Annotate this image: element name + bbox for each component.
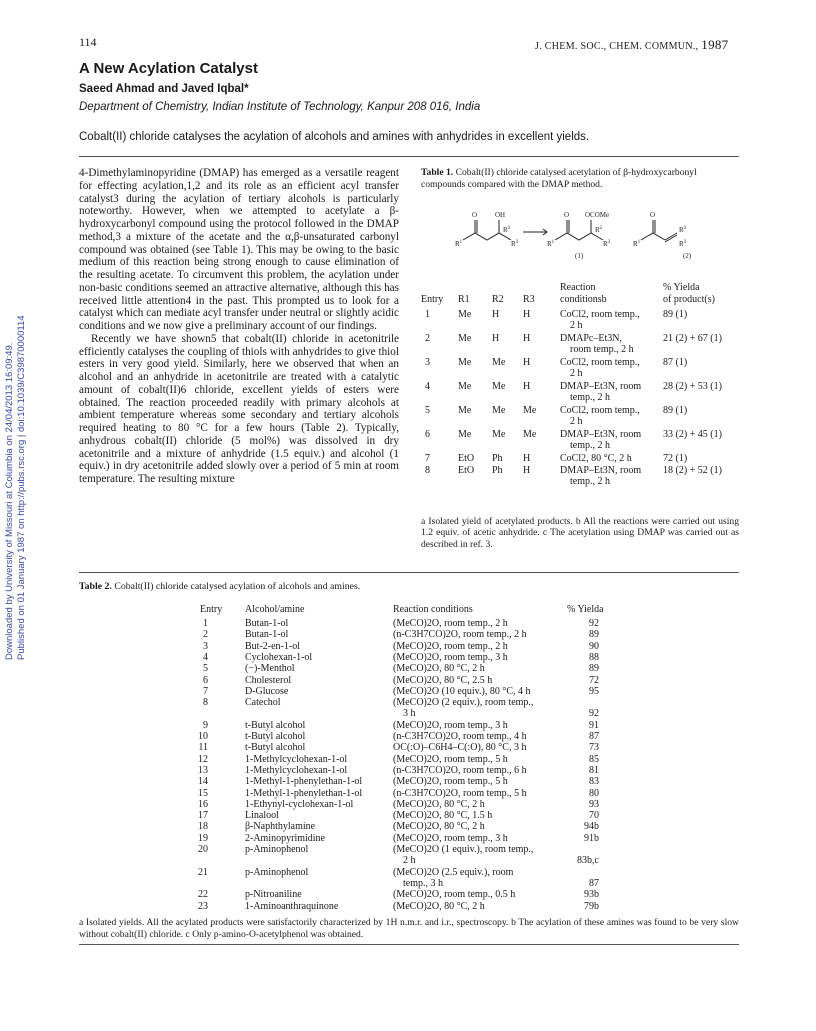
- table1-cell-r1: EtO: [458, 453, 475, 464]
- table2-cell-alcohol: t-Butyl alcohol: [245, 719, 306, 731]
- table2-cell-yield: 91: [589, 719, 599, 731]
- table2-cell-conditions: OC(:O)–C6H4–C(:O), 80 °C, 3 h: [393, 742, 527, 754]
- journal-header: [535, 37, 728, 53]
- table1-cell-entry: 1: [425, 309, 430, 320]
- table1-header-cond1: Reaction: [560, 282, 596, 293]
- table1-cell-entry: 8: [425, 465, 430, 476]
- table1-cell-entry: 5: [425, 405, 430, 416]
- table1-cell-conditions-cont: temp., 2 h: [570, 440, 610, 451]
- body-paragraph-2: Recently we have shown5 that cobalt(II) chloride in acetonitrile efficiently catalyses the coupling of thiols with anhydrides to give thiol esters in very good yield. Similarly, here we observed that when an alcohol and an anhydride in acetonitrile are treated with a catalytic amount of cobalt(II)6 chloride, excellent yields of esters were obtained. The reaction proceeded readily with primary alcohols at ambient temperature whereas some secondary and tertiary alcohols required heating to 80 °C for a few hours (Table 2). Typically, anhydrous cobalt(II) chloride (5 mol%) was dissolved in dry acetonitrile and a mixture of anhydride (1.5 equiv.) and alcohol (1 equiv.) in dry acetonitrile added slowly over a period of 5 min at room temperature. The resulting mixture: [79, 332, 399, 485]
- table2-header-conditions: Reaction conditions: [393, 604, 473, 615]
- table1-cell-conditions-cont: temp., 2 h: [570, 392, 610, 403]
- table2-cell-yield: 79b: [584, 900, 599, 912]
- table2-cell-entry: 10: [198, 731, 208, 742]
- scheme-o-label: O: [472, 211, 478, 219]
- table1-label: Table 1.: [421, 167, 454, 178]
- table1-cell-yield: 28 (2) + 53 (1): [663, 381, 722, 392]
- body-text: [79, 167, 399, 486]
- table2-caption-text: Cobalt(II) chloride catalysed acylation of alcohols and amines.: [114, 581, 361, 592]
- table2-cell-conditions: (n-C3H7CO)2O, room temp., 5 h: [393, 787, 527, 799]
- table2-cell-conditions: (MeCO)2O (2 equiv.), room temp.,: [393, 697, 534, 709]
- table1-cell-conditions: DMAP–Et3N, room: [560, 381, 642, 392]
- abstract-divider: [79, 156, 739, 157]
- table2-cell-alcohol: 1-Methyl-1-phenylethan-1-ol: [245, 787, 363, 799]
- table2-cell-entry: 12: [198, 753, 208, 765]
- scheme-chain-product1: [555, 233, 603, 240]
- table1-cell-r1: Me: [458, 333, 472, 344]
- table2-cell-conditions: (n-C3H7CO)2O, room temp., 4 h: [393, 731, 527, 742]
- table1-header-cond2: conditionsb: [560, 294, 607, 305]
- table2-cell-entry: 23: [198, 900, 208, 912]
- table2-cell-entry: 15: [198, 787, 208, 799]
- table1-cell-conditions-cont: temp., 2 h: [570, 476, 610, 487]
- table2-cell-conditions: (MeCO)2O, 80 °C, 2.5 h: [393, 674, 493, 686]
- scheme-r1-product2: $R^1$: [633, 240, 641, 248]
- table2-cell-yield: 72: [589, 674, 599, 686]
- table2-cell-entry: 8: [203, 697, 208, 709]
- table2-cell-conditions-cont: 2 h: [403, 855, 416, 867]
- table2-cell-entry: 18: [198, 821, 208, 833]
- table1-cell-conditions: CoCl2, room temp.,: [560, 357, 640, 368]
- table2-cell-alcohol: 1-Aminoanthraquinone: [245, 900, 339, 912]
- table2-cell-alcohol: p-Nitroaniline: [245, 889, 302, 901]
- table2-cell-alcohol: 1-Methyl-1-phenylethan-1-ol: [245, 776, 363, 788]
- side-watermark: [0, 0, 30, 660]
- table2-cell-alcohol: p-Aminophenol: [245, 866, 309, 878]
- table2-cell-conditions: (MeCO)2O (1 equiv.), room temp.,: [393, 844, 534, 855]
- table2-cell-conditions: (MeCO)2O, room temp., 3 h: [393, 832, 508, 844]
- table2-cell-entry: 2: [203, 629, 208, 641]
- table2-divider-bottom: [79, 944, 739, 945]
- table2-cell-conditions: (MeCO)2O, room temp., 5 h: [393, 753, 508, 765]
- table2-cell-yield: 83b,c: [577, 855, 599, 867]
- table2-cell-yield: 89: [589, 629, 599, 641]
- table2-cell-alcohol: t-Butyl alcohol: [245, 742, 306, 754]
- table2-cell-conditions-cont: 3 h: [403, 708, 416, 720]
- table1-cell-conditions: DMAP–Et3N, room: [560, 429, 642, 440]
- table2-cell-conditions: (n-C3H7CO)2O, room temp., 6 h: [393, 764, 527, 776]
- table2-divider-top: [79, 572, 739, 573]
- table2-cell-entry: 21: [198, 866, 208, 878]
- table2-cell-yield: 81: [589, 764, 599, 776]
- table1-cell-r2: Ph: [492, 465, 503, 476]
- table1-cell-r1: EtO: [458, 465, 475, 476]
- table2-cell-alcohol: But-2-en-1-ol: [245, 640, 300, 652]
- table2-cell-yield: 93: [589, 798, 599, 810]
- table2-cell-conditions: (MeCO)2O, room temp., 3 h: [393, 719, 508, 731]
- journal-name: J. CHEM. SOC., CHEM. COMMUN.,: [535, 41, 699, 52]
- table2-cell-alcohol: Butan-1-ol: [245, 629, 289, 641]
- table2-cell-yield: 90: [589, 640, 599, 652]
- table2-cell-conditions: (MeCO)2O, room temp., 2 h: [393, 618, 508, 629]
- table1-caption: [421, 167, 739, 190]
- table1-cell-r3: H: [523, 333, 531, 344]
- table1-cell-yield: 89 (1): [663, 309, 688, 320]
- table2-cell-entry: 13: [198, 764, 208, 776]
- scheme-r2-product2: $R^2$: [679, 226, 687, 234]
- table2-cell-entry: 7: [203, 685, 208, 697]
- table2-cell-entry: 11: [198, 742, 208, 754]
- table1-cell-r1: Me: [458, 381, 472, 392]
- table1-cell-r2: H: [492, 333, 500, 344]
- table2-cell-alcohol: Linalool: [245, 810, 279, 822]
- table2-label: Table 2.: [79, 581, 112, 592]
- table1-cell-r2: Ph: [492, 453, 503, 464]
- table2-cell-yield: 93b: [584, 889, 599, 901]
- article-authors: Saeed Ahmad and Javed Iqbal*: [79, 83, 249, 95]
- table1-cell-r2: Me: [492, 357, 506, 368]
- table2-header-yield: % Yielda: [567, 604, 604, 615]
- table1-cell-r1: Me: [458, 405, 472, 416]
- table2-cell-entry: 9: [203, 719, 208, 731]
- table1-cell-r3: Me: [523, 429, 537, 440]
- table1-header-r2: R2: [492, 294, 504, 305]
- table1-cell-entry: 6: [425, 429, 430, 440]
- table1-cell-r2: Me: [492, 405, 506, 416]
- table1-cell-r1: Me: [458, 357, 472, 368]
- table2-cell-entry: 19: [198, 832, 208, 844]
- table1-cell-yield: 87 (1): [663, 357, 688, 368]
- table1-cell-conditions: DMAP–Et3N, room: [560, 465, 642, 476]
- scheme-r2-start: $R^2$: [503, 226, 511, 234]
- table1-cell-r1: Me: [458, 429, 472, 440]
- table2-cell-entry: 20: [198, 844, 208, 855]
- table1-header-yield2: of product(s): [663, 294, 715, 305]
- table2-cell-alcohol: (−)-Menthol: [245, 663, 295, 675]
- table1-cell-r3: H: [523, 309, 531, 320]
- table1-cell-conditions: CoCl2, room temp.,: [560, 405, 640, 416]
- scheme-o-product1: O: [564, 211, 570, 219]
- table1-cell-yield: 89 (1): [663, 405, 688, 416]
- table1-cell-conditions: CoCl2, room temp.,: [560, 309, 640, 320]
- article-abstract: Cobalt(II) chloride catalyses the acylation of alcohols and amines with anhydrides in excellent yields.: [79, 131, 590, 143]
- table2-cell-yield: 95: [589, 685, 599, 697]
- table2-cell-entry: 3: [203, 640, 208, 652]
- page-number: 114: [79, 35, 97, 49]
- table2-cell-alcohol: β-Naphthylamine: [245, 821, 316, 833]
- scheme-label-1: (1): [575, 252, 584, 260]
- table2-cell-entry: 17: [198, 810, 208, 822]
- table2-cell-conditions: (MeCO)2O, 80 °C, 2 h: [393, 663, 485, 675]
- table2-cell-conditions: (MeCO)2O, room temp., 3 h: [393, 651, 508, 663]
- table2-cell-yield: 73: [589, 742, 599, 754]
- body-paragraph-1: 4-Dimethylaminopyridine (DMAP) has emerged as a versatile reagent for effecting acylation,1,2 and its role as an efficient acyl transfer catalyst3 during the acylation of tertiary alcohols is particularly noteworthy. However, when we attempted to acetylate a β-hydroxycarbonyl compound using the protocol followed in the DMAP method,3 a mixture of the acetate and the α,β-unsaturated carbonyl compound was obtained (see Table 1). This may be owing to the basic medium of this reaction being strong enough to cause elimination of the resulting acetate. To circumvent this problem, the acylation under non-basic conditions seemed an attractive alternative, although this has received little attention4 in the past. This prompted us to look for a catalyst which can mediate acyl transfer under neutral or slightly acidic conditions and we now give a preliminary account of our findings.: [79, 167, 399, 332]
- scheme-r3-product2: $R^3$: [679, 240, 687, 248]
- table2-cell-conditions: (MeCO)2O (10 equiv.), 80 °C, 4 h: [393, 685, 531, 697]
- table2-cell-alcohol: 1-Methylcyclohexan-1-ol: [245, 764, 348, 776]
- table1-cell-r3: Me: [523, 405, 537, 416]
- table2-cell-yield: 83: [589, 776, 599, 788]
- table1-caption-text: Cobalt(II) chloride catalysed acetylation of β-hydroxycarbonyl compounds compared with the DMAP method.: [421, 167, 697, 190]
- table1-cell-r3: H: [523, 381, 531, 392]
- table2-footnote: a Isolated yields. All the acylated products were satisfactorily characterized by 1H n.m.r. and i.r., spectroscopy. b The acylation of these amines was found to be very slow without cobalt(II) chloride. c Only p-amino-O-acetylphenol was obtained.: [79, 917, 739, 940]
- table2-cell-yield: 87: [589, 731, 599, 742]
- scheme-r1-product1: $R^1$: [547, 240, 555, 248]
- table1-cell-yield: 21 (2) + 67 (1): [663, 333, 722, 344]
- table2-cell-entry: 5: [203, 663, 208, 675]
- table2-cell-alcohol: 1-Methylcyclohexan-1-ol: [245, 753, 348, 765]
- table1-header-r3: R3: [523, 294, 535, 305]
- table2-cell-yield: 85: [589, 753, 599, 765]
- table2-cell-alcohol: 1-Ethynyl-cyclohexan-1-ol: [245, 798, 354, 810]
- table1-cell-r2: Me: [492, 429, 506, 440]
- table2-cell-entry: 4: [203, 651, 208, 663]
- table2-cell-yield: 92: [589, 708, 599, 720]
- table1-cell-r2: Me: [492, 381, 506, 392]
- table2-cell-alcohol: 2-Aminopyrimidine: [245, 832, 325, 844]
- scheme-r1-start: $R^1$: [455, 240, 463, 248]
- table2-cell-yield: 89: [589, 663, 599, 675]
- table2-cell-entry: 16: [198, 798, 208, 810]
- table2-cell-alcohol: Catechol: [245, 697, 281, 709]
- table2-cell-yield: 88: [589, 651, 599, 663]
- table2-cell-alcohol: Cyclohexan-1-ol: [245, 651, 313, 663]
- table1-cell-entry: 4: [425, 381, 430, 392]
- table1-cell-entry: 7: [425, 453, 430, 464]
- table2-cell-entry: 22: [198, 889, 208, 901]
- table2-cell-conditions: (MeCO)2O, 80 °C, 2 h: [393, 798, 485, 810]
- table1-cell-r3: H: [523, 357, 531, 368]
- table1-cell-conditions-cont: 2 h: [570, 416, 583, 427]
- table2-cell-conditions: (MeCO)2O, room temp., 5 h: [393, 776, 508, 788]
- table2-cell-conditions: (MeCO)2O, room temp., 0.5 h: [393, 889, 516, 901]
- scheme-chain-start: [463, 233, 511, 240]
- table1-cell-r1: Me: [458, 309, 472, 320]
- scheme-r2-product1: $R^2$: [595, 226, 603, 234]
- scheme-label-2: (2): [683, 252, 692, 260]
- table1-header-yield1: % Yielda: [663, 282, 700, 293]
- journal-year: 1987: [701, 37, 729, 52]
- publication-notice: Published on 01 January 1987 on http://pubs.rsc.org | doi:10.1039/C39870000114: [16, 315, 27, 660]
- table2-cell-alcohol: p-Aminophenol: [245, 844, 309, 855]
- table1-header-entry: Entry: [421, 294, 444, 305]
- table1-cell-conditions-cont: room temp., 2 h: [570, 344, 634, 355]
- scheme-chain-product2: [641, 233, 665, 240]
- table1-cell-entry: 3: [425, 357, 430, 368]
- scheme-ocome-label: OCOMe: [585, 211, 610, 219]
- table2-cell-yield: 80: [589, 787, 599, 799]
- table2-cell-yield: 92: [589, 618, 599, 629]
- table2-cell-alcohol: Butan-1-ol: [245, 618, 289, 629]
- reaction-scheme: [455, 200, 725, 270]
- table2-cell-yield: 87: [589, 877, 599, 889]
- table2-caption: [79, 581, 360, 592]
- table2-cell-entry: 14: [198, 776, 208, 788]
- table2-cell-yield: 94b: [584, 821, 599, 833]
- table2-cell-conditions-cont: temp., 3 h: [403, 877, 443, 889]
- table2-cell-entry: 6: [203, 674, 208, 686]
- scheme-o-product2: O: [650, 211, 656, 219]
- table1-cell-conditions: DMAPc–Et3N,: [560, 333, 622, 344]
- table2-cell-alcohol: Cholesterol: [245, 674, 292, 686]
- scheme-r3-start: $R^3$: [511, 240, 519, 248]
- table1-cell-entry: 2: [425, 333, 430, 344]
- table2-header-entry: Entry: [200, 604, 223, 615]
- table2-cell-conditions: (MeCO)2O, room temp., 2 h: [393, 640, 508, 652]
- scheme-r3-product1: $R^3$: [603, 240, 611, 248]
- table1-cell-r2: H: [492, 309, 500, 320]
- table2-cell-conditions: (n-C3H7CO)2O, room temp., 2 h: [393, 629, 527, 641]
- table1-cell-r3: H: [523, 453, 531, 464]
- table1-cell-conditions-cont: 2 h: [570, 368, 583, 379]
- table1-header-r1: R1: [458, 294, 470, 305]
- table2-cell-alcohol: t-Butyl alcohol: [245, 731, 306, 742]
- table1-cell-yield: 72 (1): [663, 453, 688, 464]
- table2-cell-entry: 1: [203, 618, 208, 629]
- table2-cell-conditions: (MeCO)2O, 80 °C, 1.5 h: [393, 810, 493, 822]
- table2-cell-conditions: (MeCO)2O, 80 °C, 2 h: [393, 900, 485, 912]
- table2-cell-alcohol: D-Glucose: [245, 685, 289, 697]
- scheme-oh-label: OH: [495, 211, 506, 219]
- table1-cell-conditions-cont: 2 h: [570, 320, 583, 331]
- table1-cell-conditions: CoCl2, 80 °C, 2 h: [560, 453, 632, 464]
- table1-footnote: a Isolated yield of acetylated products. b All the reactions were carried out using 1.2 equiv. of acetic anhydride. c The acetylation using DMAP was carried out as described in ref. 3.: [421, 516, 739, 550]
- article-title: A New Acylation Catalyst: [79, 60, 258, 77]
- table2-cell-yield: 70: [589, 810, 599, 822]
- table2-cell-yield: 91b: [584, 832, 599, 844]
- table1-cell-yield: 33 (2) + 45 (1): [663, 429, 722, 440]
- table2-cell-conditions: (MeCO)2O, 80 °C, 2 h: [393, 821, 485, 833]
- table1-cell-yield: 18 (2) + 52 (1): [663, 465, 722, 476]
- table2-header-alcohol: Alcohol/amine: [245, 604, 305, 615]
- table2-cell-conditions: (MeCO)2O (2.5 equiv.), room: [393, 866, 514, 878]
- table1-cell-r3: H: [523, 465, 531, 476]
- article-affiliation: Department of Chemistry, Indian Institute of Technology, Kanpur 208 016, India: [79, 101, 481, 113]
- download-notice: Downloaded by University of Missouri at Columbia on 24/04/2013 16:09:49.: [4, 342, 15, 660]
